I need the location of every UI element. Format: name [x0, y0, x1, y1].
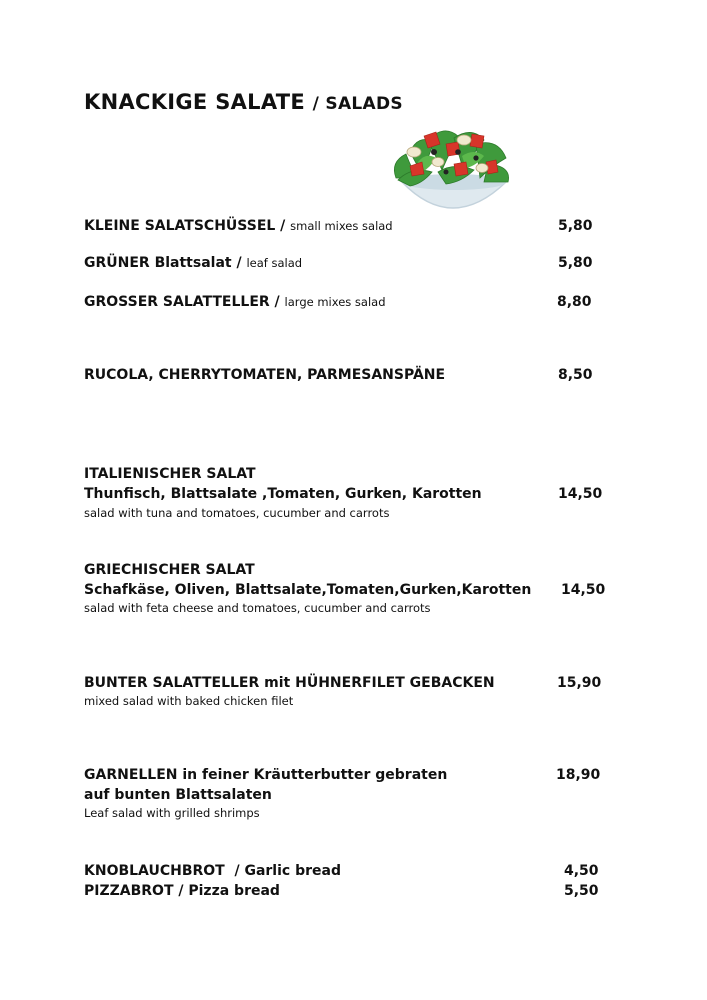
- menu-item-griechischer-salat: GRIECHISCHER SALAT: [84, 562, 255, 578]
- item-price: 18,90: [556, 767, 601, 783]
- item-price: 14,50: [561, 582, 606, 598]
- menu-item-knoblauchbrot: KNOBLAUCHBROT / Garlic bread: [84, 863, 341, 879]
- menu-item-garnellen: GARNELLEN in feiner Kräutterbutter gebraten: [84, 767, 448, 783]
- menu-item-italienischer-salat: ITALIENISCHER SALAT: [84, 466, 256, 482]
- item-price: 5,80: [558, 255, 593, 271]
- item-name: GRÜNER Blattsalat /: [84, 255, 242, 271]
- item-description: salad with tuna and tomatoes, cucumber and carrots: [84, 506, 390, 520]
- item-price: 5,80: [558, 218, 593, 234]
- menu-item-grosser-salatteller: [84, 294, 386, 310]
- item-price: 8,80: [557, 294, 592, 310]
- item-description: Leaf salad with grilled shrimps: [84, 806, 260, 820]
- item-price: 14,50: [558, 486, 603, 502]
- menu-item-bunter-salatteller: BUNTER SALATTELLER mit HÜHNERFILET GEBACKEN: [84, 675, 495, 691]
- item-description: salad with feta cheese and tomatoes, cucumber and carrots: [84, 601, 431, 615]
- menu-item-kleine-salatschuessel: [84, 218, 393, 234]
- title-main: KNACKIGE SALATE: [84, 90, 306, 114]
- salad-bowl-image: [388, 122, 516, 220]
- page-title: [84, 90, 403, 114]
- item-name: KLEINE SALATSCHÜSSEL /: [84, 218, 286, 234]
- menu-item-rucola: RUCOLA, CHERRYTOMATEN, PARMESANSPÄNE: [84, 367, 446, 383]
- item-translation: leaf salad: [246, 256, 303, 270]
- item-name: GROSSER SALATTELLER /: [84, 294, 280, 310]
- menu-item-pizzabrot: PIZZABROT / Pizza bread: [84, 883, 280, 899]
- item-ingredients: auf bunten Blattsalaten: [84, 787, 272, 803]
- menu-item-gruener-blattsalat: [84, 255, 302, 271]
- item-price: 15,90: [557, 675, 602, 691]
- item-price: 8,50: [558, 367, 593, 383]
- item-ingredients: Schafkäse, Oliven, Blattsalate,Tomaten,Gurken,Karotten: [84, 582, 532, 598]
- item-translation: large mixes salad: [284, 295, 386, 309]
- item-ingredients: Thunfisch, Blattsalate ,Tomaten, Gurken, Karotten: [84, 486, 482, 502]
- item-description: mixed salad with baked chicken filet: [84, 694, 294, 708]
- item-translation: small mixes salad: [290, 219, 393, 233]
- item-price: 4,50: [564, 863, 599, 879]
- title-subtitle: / SALADS: [312, 94, 403, 114]
- item-price: 5,50: [564, 883, 599, 899]
